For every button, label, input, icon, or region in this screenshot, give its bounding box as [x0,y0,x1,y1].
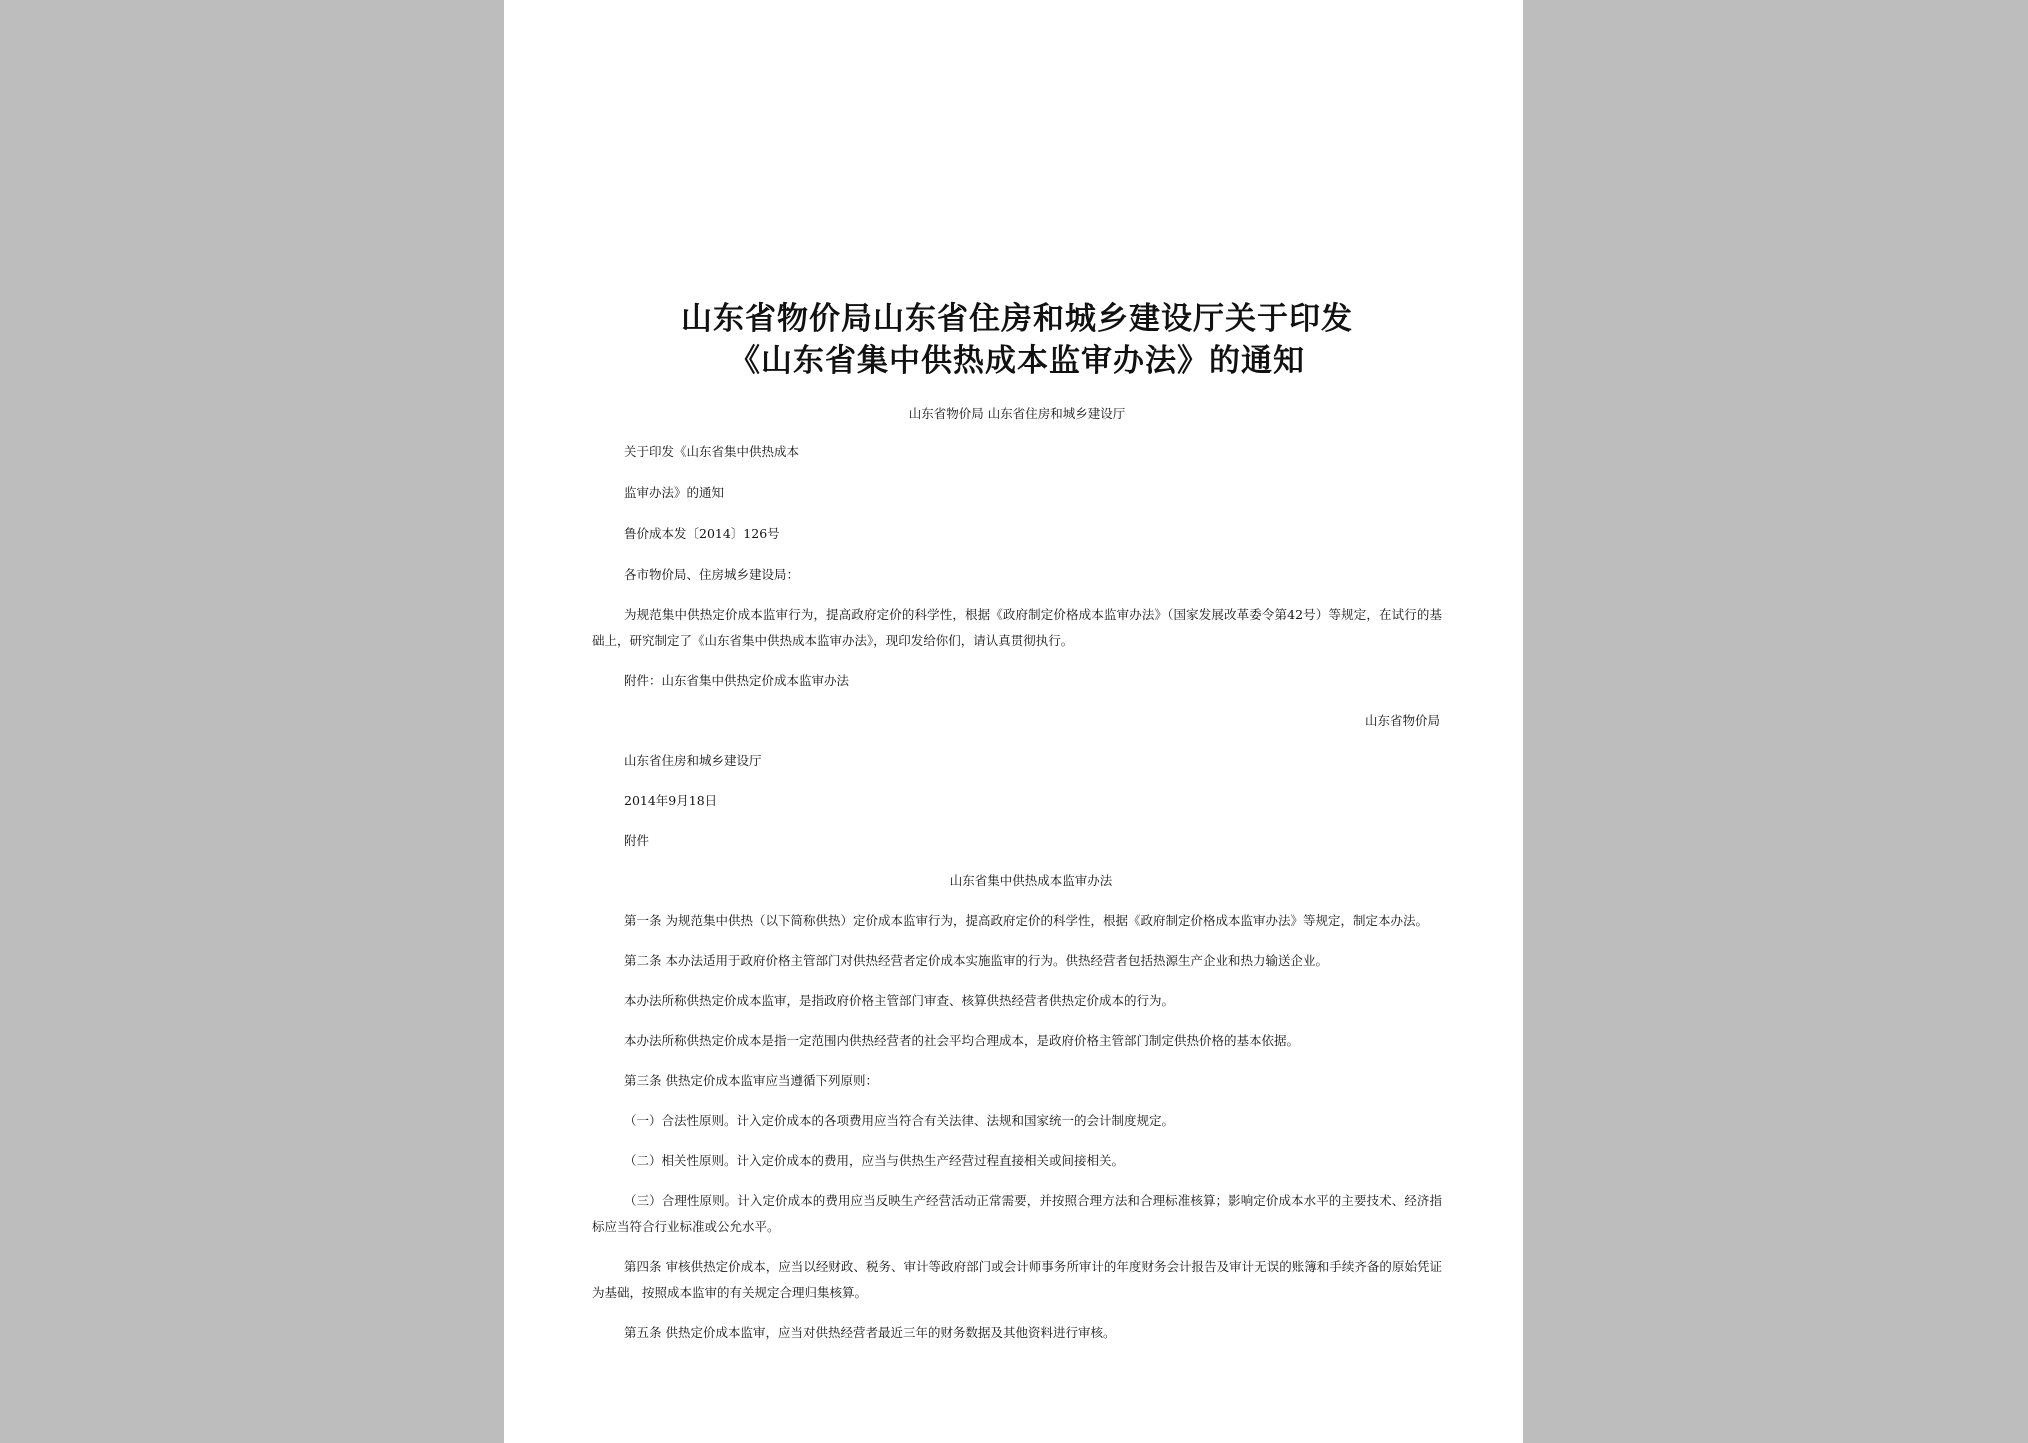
document-number: 鲁价成本发〔2014〕126号 [624,526,780,541]
issuer-line: 山东省物价局 山东省住房和城乡建设厅 [908,406,1126,421]
document-date: 2014年9月18日 [624,793,718,808]
attachment-subtitle: 山东省集中供热成本监审办法 [949,873,1113,888]
recipient-line: 各市物价局、住房城乡建设局： [624,567,800,582]
article-paragraph: （二）相关性原则。计入定价成本的费用，应当与供热生产经营过程直接相关或间接相关。 [624,1153,1125,1168]
header-line-2: 监审办法》的通知 [624,485,725,500]
title-line-2: 《山东省集中供热成本监审办法》的通知 [729,343,1305,379]
article-paragraph: 本办法所称供热定价成本是指一定范围内供热经营者的社会平均合理成本，是政府价格主管部门制定供热价格的基本依据。 [624,1033,1300,1048]
article-paragraph: 本办法所称供热定价成本监审，是指政府价格主管部门审查、核算供热经营者供热定价成本的行为。 [624,993,1175,1008]
document-page [504,0,1523,1443]
title-line-1: 山东省物价局山东省住房和城乡建设厅关于印发 [681,301,1353,337]
article-paragraph: （一）合法性原则。计入定价成本的各项费用应当符合有关法律、法规和国家统一的会计制度规定。 [624,1113,1175,1128]
header-line-1: 关于印发《山东省集中供热成本 [624,444,800,459]
article-paragraph: 第一条 为规范集中供热（以下简称供热）定价成本监审行为，提高政府定价的科学性，根据《政府制定价格成本监审办法》等规定，制定本办法。 [624,913,1428,928]
attachment-label: 附件 [624,833,650,848]
signature-price-bureau: 山东省物价局 [1364,713,1440,728]
document-content [592,298,1442,1346]
article-paragraph: 第三条 供热定价成本监审应当遵循下列原则： [624,1073,878,1088]
article-paragraph: 第五条 供热定价成本监审，应当对供热经营者最近三年的财务数据及其他资料进行审核。 [624,1325,1116,1340]
article-paragraph: 第二条 本办法适用于政府价格主管部门对供热经营者定价成本实施监审的行为。供热经营者包括热源生产企业和热力输送企业。 [624,953,1328,968]
article-paragraph: 第四条 审核供热定价成本，应当以经财政、税务、审计等政府部门或会计师事务所审计的年度财务会计报告及审计无误的账簿和手续齐备的原始凭证为基础，按照成本监审的有关规定合理归集核算。 [592,1259,1442,1300]
article-paragraph: （三）合理性原则。计入定价成本的费用应当反映生产经营活动正常需要，并按照合理方法和合理标准核算；影响定价成本水平的主要技术、经济指标应当符合行业标准或公允水平。 [592,1193,1442,1234]
signature-housing-department: 山东省住房和城乡建设厅 [624,753,762,768]
document-title [592,298,1442,382]
attachment-line: 附件：山东省集中供热定价成本监审办法 [624,673,850,688]
intro-paragraph: 为规范集中供热定价成本监审行为，提高政府定价的科学性，根据《政府制定价格成本监审办法》（国家发展改革委令第42号）等规定，在试行的基础上，研究制定了《山东省集中供热成本监审办法》，现印发给你们，请认真贯彻执行。 [592,607,1442,648]
